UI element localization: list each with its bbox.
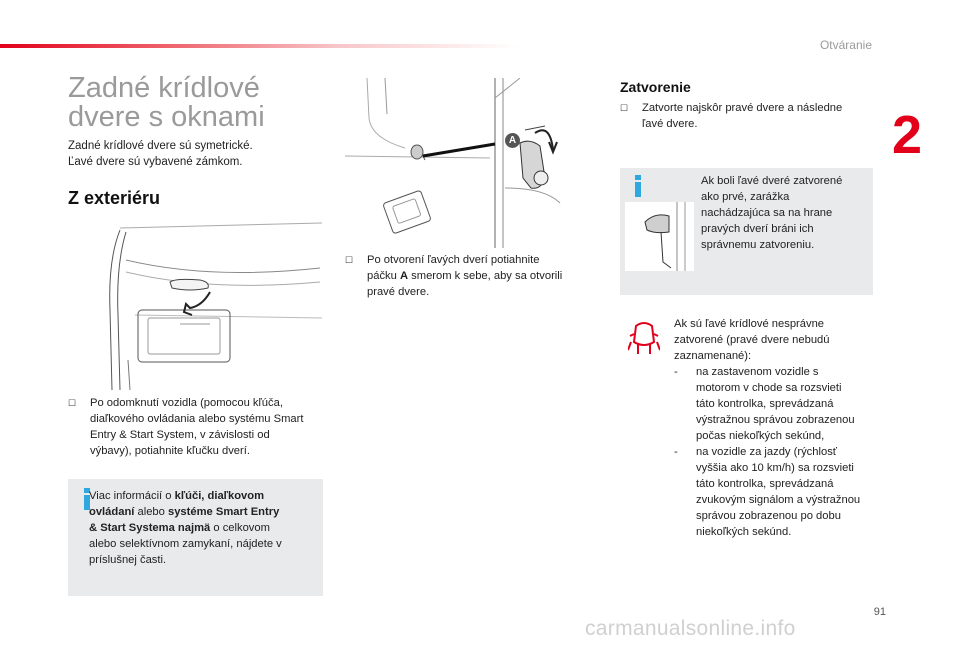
exterior-heading: Z exteriéru [68,188,161,208]
page-number: 91 [873,606,886,618]
header-accent-bar [0,44,520,48]
watermark: carmanualsonline.info [585,617,796,640]
closing-heading: Zatvorenie [620,79,691,95]
exterior-handle-illustration [90,220,325,390]
closing-info-box [620,168,873,295]
lever-a-illustration [345,78,573,248]
exterior-info-box [68,479,323,596]
intro-text: Zadné krídlové dvere sú symetrické. Ľavé dvere sú vybavené zámkom. [68,140,253,168]
closing-bullet: ☐ Zatvorte najskôr pravé dvere a následne ľavé dvere. [620,102,843,130]
warning-item-1: - na zastavenom vozidle s motorom v chode sa rozsvieti táto kontrolka, sprevádzaná výstražnou správou zobrazenou počas niekoľkých sekúnd, [674,366,855,442]
info-icon [633,175,643,197]
page-title: Zadné krídlové dvere s oknami [68,72,265,133]
bullet-marker: ☐ [68,398,77,408]
door-open-warning-icon [628,320,660,358]
label-a-badge: A [505,133,520,148]
exterior-bullet: ☐ Po odomknutí vozidla (pomocou kľúča, diaľkového ovládania alebo systému Smart Entry & Start System, v závislosti od výbavy), potiahnite kľučku dverí. [68,397,304,457]
lever-bullet: ☐ Po otvorení ľavých dverí potiahnite páčku A smerom k sebe, aby sa otvorili pravé dvere. [345,254,563,298]
warning-text: Ak sú ľavé krídlové nesprávne zatvorené (pravé dvere nebudú zaznamenané): - na zastavenom vozidle s motorom v chode sa rozsvieti táto kontrolka, sprevádzaná výstražnou správou zobrazenou počas niekoľkých sekúnd, - na vozidle za jazdy (rýchlosť vyššia ako 10 km/h) sa rozsvieti táto kontrolka, sprevádzaná zvukovým signálom a výstražnou správou zobrazenou po dobu niekoľkých sekúnd. [674,316,884,540]
section-title: Otváranie [819,38,872,52]
bullet-marker: ☐ [620,103,629,113]
closing-info-text: Ak boli ľavé dveré zatvorené ako prvé, zarážka nachádzajúca sa na hrane pravých dverí bráni ich správnemu zatvoreniu. [701,175,843,251]
warning-item-2: - na vozidle za jazdy (rýchlosť vyššia ako 10 km/h) sa rozsvieti táto kontrolka, sprevádzaná zvukovým signálom a výstražnou správou zobrazenou po dobu niekoľkých sekúnd. [674,446,861,538]
bullet-marker: ☐ [345,255,354,265]
exterior-info-text: Viac informácií o kľúči, diaľkovom ovládaní alebo systéme Smart Entry & Start Systema najmä o celkovom alebo selektívnom zamykaní, nájdete v príslušnej časti. [89,490,282,566]
chapter-number: 2 [892,105,923,165]
door-stop-illustration [625,202,694,271]
